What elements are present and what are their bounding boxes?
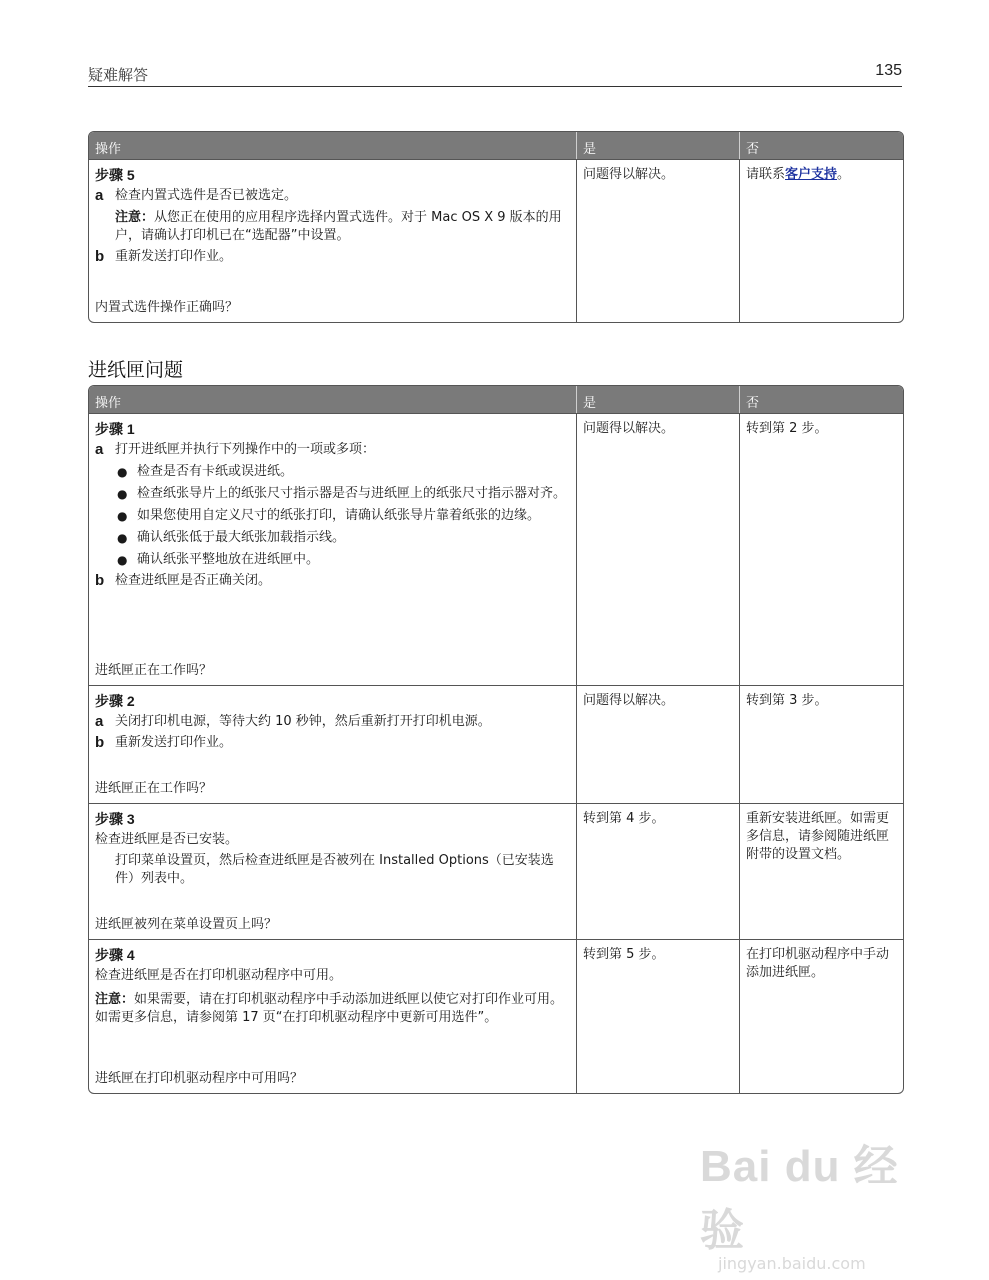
step-title: 步骤 1 — [95, 421, 135, 437]
action-cell — [89, 160, 577, 322]
sub-text: 检查内置式选件是否已被选定。 — [115, 188, 298, 203]
troubleshoot-table-2 — [88, 385, 904, 1094]
no-text: 请联系 — [746, 167, 786, 182]
bullet-icon: ● — [117, 465, 128, 479]
yes-cell: 转到第 5 步。 — [577, 940, 740, 1093]
step-question: 进纸匣被列在菜单设置页上吗？ — [95, 917, 278, 932]
sub-step-a — [95, 187, 570, 205]
yes-cell: 问题得以解决。 — [577, 686, 740, 803]
list-item — [117, 551, 570, 569]
page-number: 135 — [875, 62, 902, 79]
no-cell: 转到第 2 步。 — [746, 421, 828, 436]
bullet-list — [117, 463, 570, 569]
header-title: 疑难解答 — [88, 66, 149, 84]
table-row — [89, 939, 903, 1093]
table-row — [89, 803, 903, 939]
step-indent-text: 打印菜单设置页，然后检查进纸匣是否被列在 Installed Options（已安装选件）列表中。 — [115, 853, 554, 886]
sub-label: a — [95, 187, 104, 204]
sub-text: 打开进纸匣并执行下列操作中的一项或多项： — [115, 442, 376, 457]
list-item-text: 检查纸张导片上的纸张尺寸指示器是否与进纸匣上的纸张尺寸指示器对齐。 — [137, 486, 567, 501]
list-item-text: 确认纸张低于最大纸张加载指示线。 — [137, 530, 346, 545]
action-cell — [89, 686, 577, 803]
step-title: 步骤 2 — [95, 693, 135, 709]
watermark-brand: Bai du 经验 — [700, 1142, 899, 1255]
section-title: 进纸匣问题 — [88, 359, 184, 381]
sub-label: b — [95, 734, 105, 751]
table-row — [89, 413, 903, 685]
note — [115, 209, 570, 245]
sub-text: 重新发送打印作业。 — [115, 735, 233, 750]
table-row — [89, 685, 903, 803]
sub-step-b — [95, 572, 570, 590]
list-item-text: 检查是否有卡纸或误进纸。 — [137, 464, 294, 479]
list-item — [117, 529, 570, 547]
col-action: 操作 — [89, 386, 577, 413]
bullet-icon: ● — [117, 553, 128, 567]
step-question: 内置式选件操作正确吗？ — [95, 300, 239, 315]
sub-label: a — [95, 713, 104, 730]
sub-step-b — [95, 734, 570, 752]
page-header — [88, 62, 902, 87]
sub-label: a — [95, 441, 104, 458]
action-cell — [89, 940, 577, 1093]
step-title: 步骤 3 — [95, 811, 135, 827]
col-no: 否 — [746, 142, 760, 157]
step-question: 进纸匣正在工作吗？ — [95, 663, 213, 678]
table-header — [89, 132, 903, 159]
customer-support-link[interactable]: 客户支持 — [785, 167, 838, 182]
table-row — [89, 159, 903, 322]
bullet-icon: ● — [117, 487, 128, 501]
list-item-text: 如果您使用自定义尺寸的纸张打印，请确认纸张导片靠着纸张的边缘。 — [137, 508, 541, 523]
yes-cell: 问题得以解决。 — [577, 414, 740, 685]
sub-step-a — [95, 441, 570, 459]
no-cell: 转到第 3 步。 — [746, 693, 828, 708]
step-title: 步骤 4 — [95, 947, 135, 963]
watermark-logo — [700, 1130, 930, 1273]
step-question: 进纸匣在打印机驱动程序中可用吗？ — [95, 1071, 304, 1086]
list-item — [117, 485, 570, 503]
no-cell: 在打印机驱动程序中手动添加进纸匣。 — [746, 947, 890, 980]
note-text: 如果需要，请在打印机驱动程序中手动添加进纸匣以使它对打印作业可用。如需更多信息，请参阅第 17 页“在打印机驱动程序中更新可用选件”。 — [95, 992, 564, 1025]
col-yes: 是 — [577, 386, 740, 413]
table-header — [89, 386, 903, 413]
sub-step-b — [95, 248, 570, 266]
sub-label: b — [95, 248, 105, 265]
note-text: 从您正在使用的应用程序选择内置式选件。对于 Mac OS X 9 版本的用户，请确认打印机已在“选配器”中设置。 — [115, 210, 562, 243]
sub-text: 重新发送打印作业。 — [115, 249, 233, 264]
sub-text: 检查进纸匣是否正确关闭。 — [115, 573, 272, 588]
bullet-icon: ● — [117, 531, 128, 545]
step-question: 进纸匣正在工作吗？ — [95, 781, 213, 796]
sub-text: 关闭打印机电源，等待大约 10 秒钟，然后重新打开打印机电源。 — [115, 714, 491, 729]
action-cell — [89, 804, 577, 939]
step-text: 检查进纸匣是否已安装。 — [95, 832, 239, 847]
action-cell — [89, 414, 577, 685]
sub-label: b — [95, 572, 105, 589]
yes-cell: 问题得以解决。 — [577, 160, 740, 322]
note-label: 注意： — [115, 210, 155, 225]
no-cell: 重新安装进纸匣。如需更多信息，请参阅随进纸匣附带的设置文档。 — [746, 811, 890, 862]
yes-cell: 转到第 4 步。 — [577, 804, 740, 939]
col-action: 操作 — [89, 132, 577, 159]
note — [95, 991, 570, 1027]
no-cell — [740, 160, 903, 322]
no-text-suffix: 。 — [837, 167, 851, 182]
col-yes: 是 — [577, 132, 740, 159]
list-item — [117, 463, 570, 481]
step-text: 检查进纸匣是否在打印机驱动程序中可用。 — [95, 968, 343, 983]
col-no: 否 — [746, 396, 760, 411]
troubleshoot-table-1 — [88, 131, 904, 323]
watermark-url: jingyan.baidu.com — [718, 1254, 866, 1273]
bullet-icon: ● — [117, 509, 128, 523]
sub-step-a — [95, 713, 570, 731]
list-item-text: 确认纸张平整地放在进纸匣中。 — [137, 552, 320, 567]
step-title: 步骤 5 — [95, 167, 135, 183]
list-item — [117, 507, 570, 525]
note-label: 注意： — [95, 992, 135, 1007]
